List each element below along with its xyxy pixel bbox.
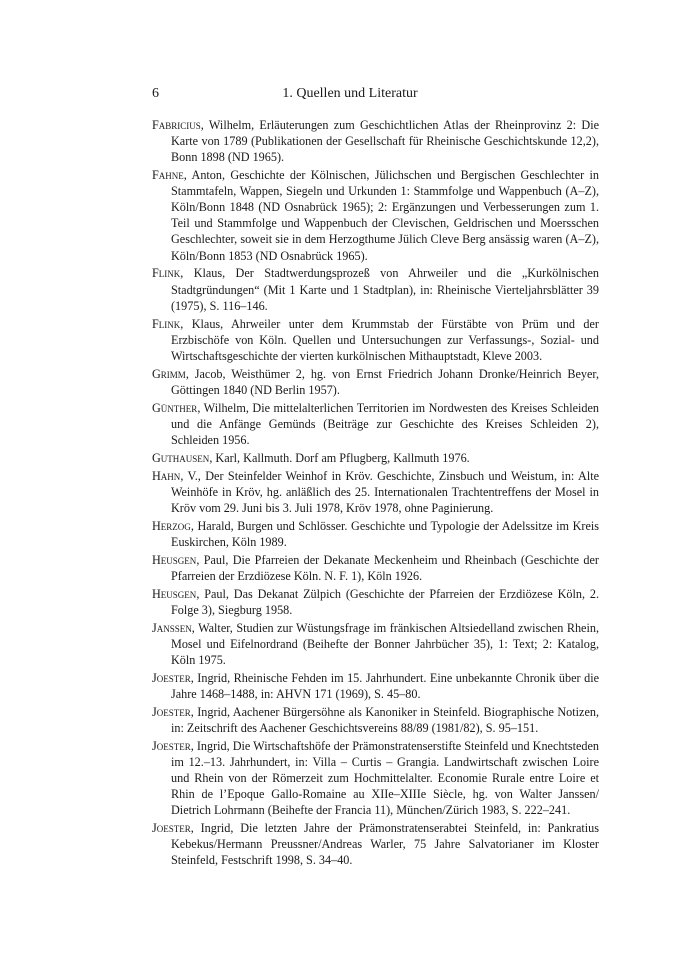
- bibliography-list: [152, 117, 599, 870]
- bibliography-entry: [152, 316, 599, 364]
- entry-author: Herzog: [152, 518, 191, 533]
- entry-author: Fabricius: [152, 118, 201, 132]
- entry-text: , Ingrid, Rheinische Fehden im 15. Jahrhundert. Eine unbekannte Chronik über die Jahre 1468–1488, in: AHVN 171 (1969), S. 45–80.: [171, 670, 599, 701]
- entry-author: Fahne: [152, 168, 184, 183]
- entry-author: Günther: [152, 400, 198, 415]
- entry-author: Grimm: [152, 366, 186, 381]
- entry-author: Flink: [152, 316, 181, 331]
- bibliography-entry: [152, 450, 599, 466]
- entry-author: Joester: [152, 738, 191, 753]
- entry-text: , Paul, Die Pfarreien der Dekanate Meckenheim und Rheinbach (Geschichte der Pfarreien der Erzdiözese Köln. N. F. 1), Köln 1926.: [171, 552, 599, 583]
- bibliography-entry: [152, 167, 599, 264]
- bibliography-entry: [152, 586, 599, 618]
- bibliography-entry: [152, 552, 599, 584]
- entry-text: , Jacob, Weisthümer 2, hg. von Ernst Friedrich Johann Dronke/Heinrich Beyer, Göttingen 1840 (ND Berlin 1957).: [171, 366, 599, 397]
- entry-author: Janssen: [152, 620, 192, 635]
- entry-author: Hahn: [152, 468, 181, 483]
- entry-text: , V., Der Steinfelder Weinhof in Kröv. Geschichte, Zinsbuch und Weistum, in: Alte Weinhöfe in Kröv, hg. anläßlich des 25. Internationalen Trachtentreffens der Mosel in Kröv vom 29. Juni bis 3. Juli 1978, Kröv 1978, ohne Paginierung.: [171, 468, 599, 515]
- bibliography-entry: [152, 670, 599, 702]
- entry-text: , Walter, Studien zur Wüstungsfrage im fränkischen Altsiedelland zwischen Rhein, Mosel und Eifelnordrand (Beihefte der Bonner Jahrbücher 35), 1: Text; 2: Katalog, Köln 1975.: [171, 620, 599, 667]
- entry-text: , Klaus, Der Stadtwerdungsprozeß von Ahrweiler und die „Kurkölnischen Stadtgründungen“ (Mit 1 Karte und 1 Stadtplan), in: Rheinische Vierteljahrsblätter 39 (1975), S. 116–146.: [171, 266, 599, 313]
- running-head: 1. Quellen und Literatur: [282, 86, 418, 101]
- entry-text: , Anton, Geschichte der Kölnischen, Jülichschen und Bergischen Geschlechter in Stammtafeln, Wappen, Siegeln und Urkunden 1: Stammfolge und Wappenbuch (A–Z), Köln/Bonn 1848 (ND Osnabrück 1965); 2: Ergänzungen und Verbesserungen zum 1. Teil und Stammfolge und Wappenbuch der Clevischen, Geldrischen und Moersschen Geschlechter, soweit sie in dem Herzogthume Jülich Cleve Berg ansässig waren (A–Z), Köln/Bonn 1853 (ND Osnabrück 1965).: [171, 168, 599, 263]
- entry-text: , Harald, Burgen und Schlösser. Geschichte und Typologie der Adelssitze im Kreis Euskirchen, Köln 1989.: [171, 518, 599, 549]
- page-number: 6: [152, 86, 159, 101]
- entry-text: , Karl, Kallmuth. Dorf am Pflugberg, Kallmuth 1976.: [209, 450, 470, 465]
- entry-author: Joester: [152, 670, 191, 685]
- entry-author: Joester: [152, 704, 191, 719]
- entry-text: , Ingrid, Aachener Bürgersöhne als Kanoniker in Steinfeld. Biographische Notizen, in: Zeitschrift des Aachener Geschichtsvereins 88/89 (1981/82), S. 95–151.: [171, 704, 599, 735]
- bibliography-entry: [152, 518, 599, 550]
- bibliography-entry: [152, 468, 599, 516]
- bibliography-entry: [152, 820, 599, 868]
- entry-text: , Ingrid, Die letzten Jahre der Prämonstratenserabtei Steinfeld, in: Pankratius Kebekus/Hermann Preussner/Andreas Warler, 75 Jahre Salvatorianer im Kloster Steinfeld, Festschrift 1998, S. 34–40.: [171, 820, 599, 868]
- bibliography-entry: [152, 704, 599, 736]
- bibliography-entry: [152, 265, 599, 313]
- entry-author: Heusgen: [152, 552, 197, 567]
- bibliography-entry: [152, 400, 599, 448]
- bibliography-entry: [152, 738, 599, 818]
- entry-author: Guthausen: [152, 450, 210, 465]
- bibliography-entry: [152, 620, 599, 668]
- entry-author: Flink: [152, 266, 181, 281]
- bibliography-entry: [152, 117, 599, 165]
- entry-author: Joester: [152, 820, 191, 835]
- entry-author: Heusgen: [152, 586, 197, 601]
- entry-text: , Paul, Das Dekanat Zülpich (Geschichte der Pfarreien der Erzdiözese Köln, 2. Folge 3), Siegburg 1958.: [171, 586, 599, 617]
- entry-text: , Wilhelm, Erläuterungen zum Geschichtlichen Atlas der Rheinprovinz 2: Die Karte von 1789 (Publikationen der Gesellschaft für Rheinische Geschichtskunde 12,2), Bonn 1898 (ND 1965).: [171, 118, 599, 165]
- bibliography-entry: [152, 366, 599, 398]
- entry-text: , Wilhelm, Die mittelalterlichen Territorien im Nordwesten des Kreises Schleiden und die Anfänge Gemünds (Beiträge zur Geschichte des Kreises Schleiden 2), Schleiden 1956.: [171, 400, 599, 447]
- entry-text: , Klaus, Ahrweiler unter dem Krummstab der Fürstäbte von Prüm und der Erzbischöfe von Köln. Quellen und Untersuchungen zur Verfassungs-, Sozial- und Wirtschaftsgeschichte der vierten kurkölnischen Mithauptstadt, Kleve 2003.: [171, 316, 599, 363]
- entry-text: , Ingrid, Die Wirtschaftshöfe der Prämonstratenserstifte Steinfeld und Knechtsteden im 12.–13. Jahrhundert, in: Villa – Curtis – Grangia. Landwirtschaft zwischen Loire und Rhein von der Römerzeit zum Hochmittelalter. Economie Rurale entre Loire et Rhin de l’Epoque Gallo-Romaine au XIIe–XIIIe Siècle, hg. von Walter Janssen/ Dietrich Lohrmann (Beihefte der Francia 11), München/Zürich 1983, S. 222–241.: [171, 738, 599, 817]
